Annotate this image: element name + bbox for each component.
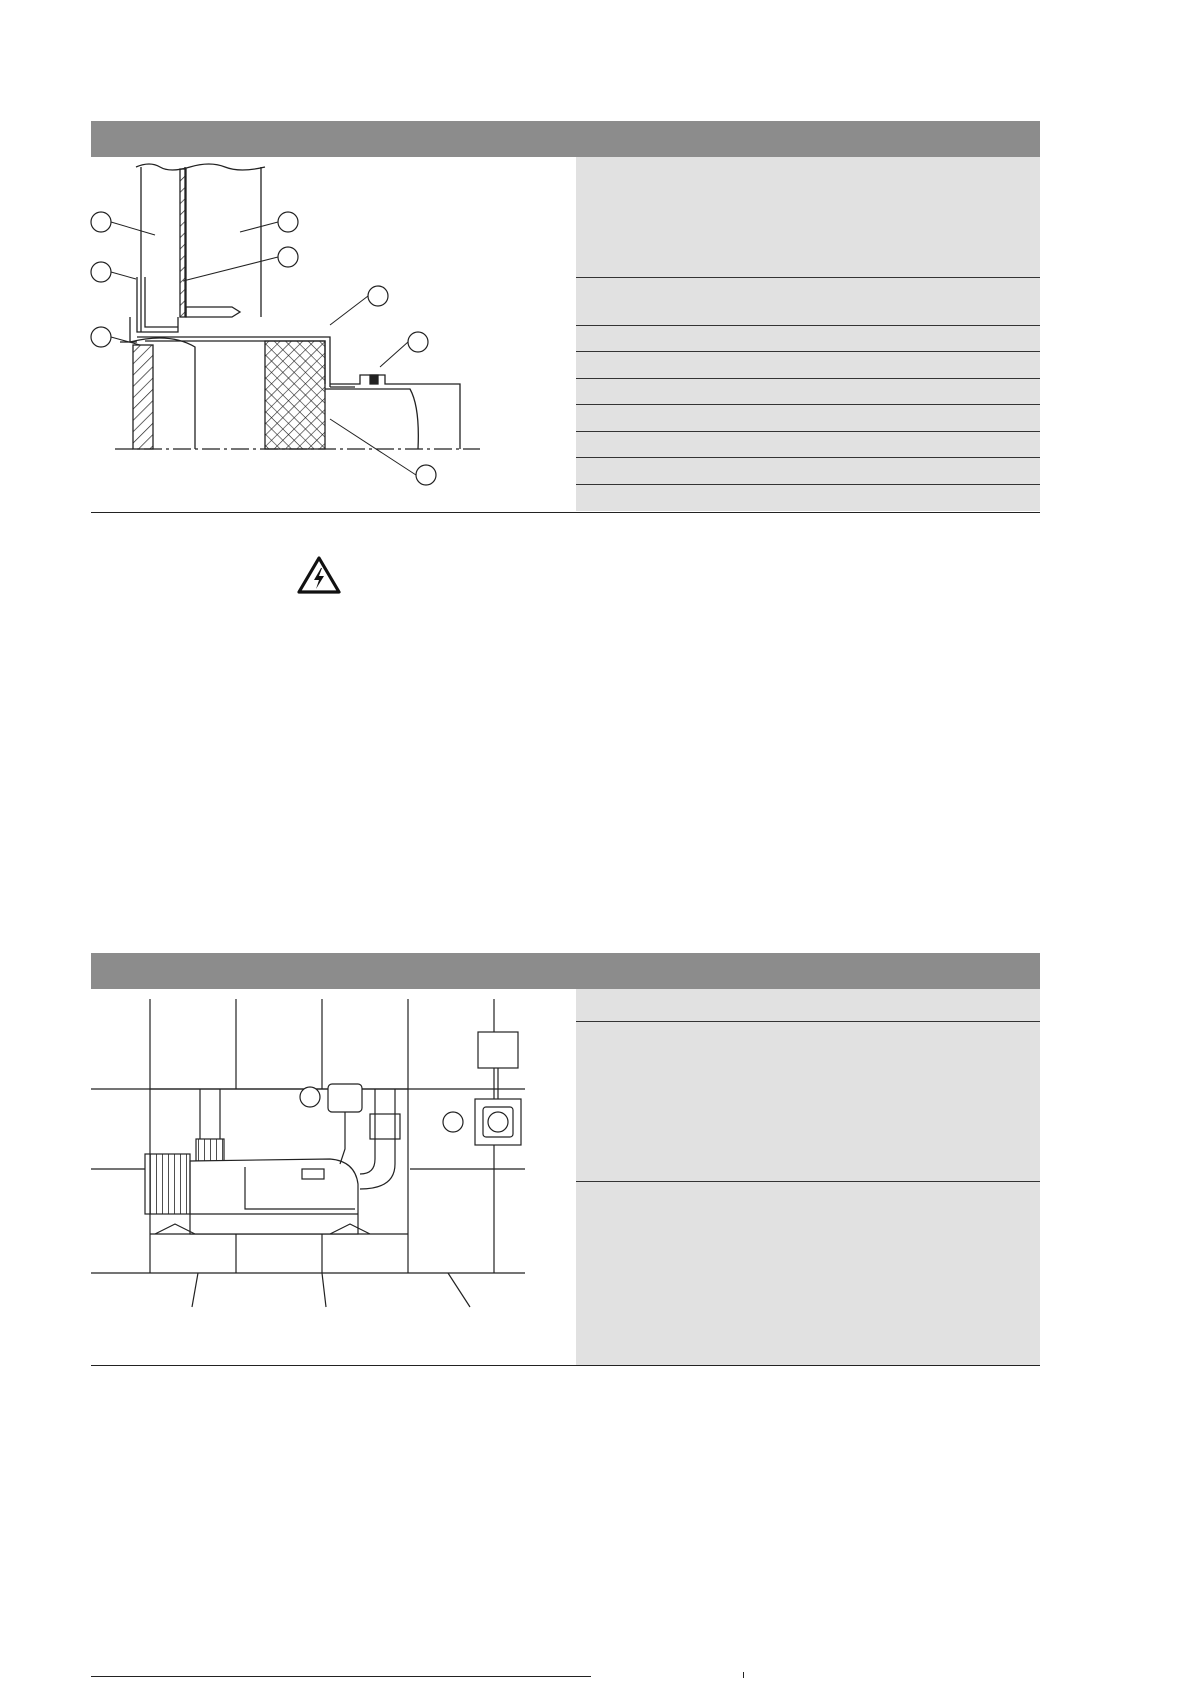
legend-row bbox=[576, 458, 1040, 485]
hatched-pipe-wall bbox=[133, 345, 153, 449]
callout-marker bbox=[278, 212, 298, 232]
callout-marker bbox=[443, 1112, 463, 1132]
section-1-header-bar bbox=[91, 121, 1040, 157]
installation-cross-section-drawing bbox=[0, 157, 576, 512]
footer-rule bbox=[91, 1676, 591, 1677]
legend-row bbox=[576, 157, 1040, 278]
callout-marker bbox=[91, 262, 111, 282]
lifting-unit-body bbox=[190, 1159, 358, 1234]
electrical-hazard-icon bbox=[297, 556, 341, 594]
insulation-block bbox=[265, 341, 325, 449]
footer-tick bbox=[743, 1672, 744, 1678]
section-2-header-bar bbox=[91, 953, 1040, 989]
callout-marker bbox=[416, 465, 436, 485]
callout-marker bbox=[91, 327, 111, 347]
seal-clamp bbox=[370, 375, 378, 384]
power-socket bbox=[475, 1099, 521, 1145]
section-1-legend-panel bbox=[576, 157, 1040, 511]
section-2-legend-panel bbox=[576, 989, 1040, 1365]
legend-row bbox=[576, 1182, 1040, 1365]
callout-marker bbox=[278, 247, 298, 267]
corrugated-inlet bbox=[145, 1154, 190, 1214]
legend-row bbox=[576, 352, 1040, 379]
callout-marker bbox=[368, 286, 388, 306]
legend-row bbox=[576, 989, 1040, 1022]
legend-row bbox=[576, 405, 1040, 432]
legend-row bbox=[576, 278, 1040, 326]
electrical-warning bbox=[297, 556, 347, 596]
legend-row bbox=[576, 379, 1040, 405]
callout-marker bbox=[408, 332, 428, 352]
legend-row bbox=[576, 1022, 1040, 1182]
callout-marker bbox=[91, 212, 111, 232]
hatched-panel bbox=[180, 169, 186, 317]
callout-marker bbox=[300, 1087, 320, 1107]
legend-row bbox=[576, 326, 1040, 352]
legend-row bbox=[576, 432, 1040, 458]
flex-coupling bbox=[196, 1139, 224, 1161]
junction-box bbox=[478, 1032, 518, 1068]
lifting-unit-installation-drawing bbox=[0, 989, 576, 1365]
float-switch bbox=[328, 1084, 362, 1112]
legend-row bbox=[576, 485, 1040, 511]
